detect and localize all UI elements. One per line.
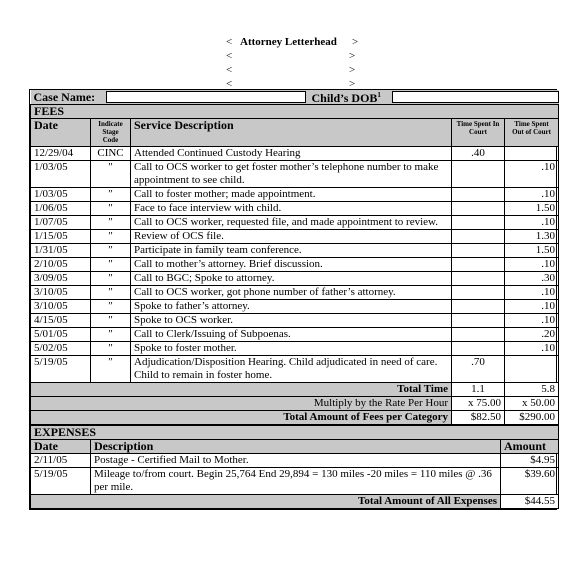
expense-description: Mileage to/from court. Begin 25,764 End 29,894 = 130 miles -20 miles = 110 miles @ .36 per mile.: [91, 468, 501, 495]
fee-stage-code: ″: [91, 300, 131, 314]
fee-time-out-of-court: .10: [505, 342, 559, 356]
fee-time-in-court: [452, 188, 505, 202]
case-name-field[interactable]: [106, 91, 306, 103]
fee-stage-code: ″: [91, 342, 131, 356]
fee-date: 5/19/05: [31, 356, 91, 383]
fee-time-out-of-court: .10: [505, 216, 559, 230]
letterhead-left-bracket: <: [226, 50, 233, 62]
fee-description: Spoke to foster mother.: [131, 342, 452, 356]
fee-row: [31, 356, 559, 383]
fee-row: [31, 188, 559, 202]
rate-label: Multiply by the Rate Per Hour: [31, 397, 452, 411]
letterhead-left-bracket: <: [226, 78, 233, 90]
rate-out: x 50.00: [505, 397, 559, 411]
fee-date: 5/02/05: [31, 342, 91, 356]
fee-time-out-of-court: .10: [505, 314, 559, 328]
total-fees-label: Total Amount of Fees per Category: [31, 411, 452, 425]
fee-time-out-of-court: 1.50: [505, 244, 559, 258]
fee-date: 3/10/05: [31, 300, 91, 314]
rate-court: x 75.00: [452, 397, 505, 411]
fee-time-out-of-court: [505, 147, 559, 161]
fees-table: [30, 90, 559, 425]
fee-row: [31, 272, 559, 286]
fee-time-in-court: [452, 314, 505, 328]
fee-date: 1/06/05: [31, 202, 91, 216]
letterhead-right-bracket: >: [349, 50, 356, 62]
col-out-header: Time Spent Out of Court: [505, 119, 559, 147]
fee-date: 1/03/05: [31, 188, 91, 202]
letterhead: [210, 35, 370, 91]
total-time-label: Total Time: [31, 383, 452, 397]
col-stage-header: Indicate Stage Code: [91, 119, 131, 147]
fee-time-in-court: .40: [452, 147, 505, 161]
fee-row: [31, 244, 559, 258]
fees-section-label: FEES: [31, 105, 559, 119]
fee-description: Call to OCS worker, requested file, and made appointment to review.: [131, 216, 452, 230]
fee-time-out-of-court: 1.50: [505, 202, 559, 216]
fee-description: Spoke to father’s attorney.: [131, 300, 452, 314]
fee-stage-code: ″: [91, 230, 131, 244]
fee-time-in-court: [452, 244, 505, 258]
fee-time-out-of-court: .10: [505, 258, 559, 272]
fee-date: 12/29/04: [31, 147, 91, 161]
fee-description: Attended Continued Custody Hearing: [131, 147, 452, 161]
fee-time-in-court: [452, 202, 505, 216]
fee-time-in-court: [452, 230, 505, 244]
case-name-label: Case Name:: [33, 90, 96, 104]
exp-col-desc-header: Description: [91, 440, 501, 454]
fee-date: 3/10/05: [31, 286, 91, 300]
fee-date: 4/15/05: [31, 314, 91, 328]
fee-stage-code: ″: [91, 328, 131, 342]
col-service-header: Service Description: [131, 119, 452, 147]
fee-time-in-court: [452, 272, 505, 286]
fee-description: Call to mother’s attorney. Brief discussion.: [131, 258, 452, 272]
expenses-section-label: EXPENSES: [31, 426, 559, 440]
expense-description: Postage - Certified Mail to Mother.: [91, 454, 501, 468]
total-fees-court: $82.50: [452, 411, 505, 425]
fee-row: [31, 328, 559, 342]
fee-stage-code: ″: [91, 314, 131, 328]
fee-stage-code: ″: [91, 202, 131, 216]
fee-time-in-court: [452, 328, 505, 342]
letterhead-right-bracket: >: [349, 78, 356, 90]
fee-time-in-court: .70: [452, 356, 505, 383]
expense-row: [31, 468, 559, 495]
fee-time-in-court: [452, 216, 505, 230]
fee-row: [31, 202, 559, 216]
total-time-out: 5.8: [505, 383, 559, 397]
fee-time-in-court: [452, 300, 505, 314]
fee-time-out-of-court: .10: [505, 300, 559, 314]
letterhead-title: Attorney Letterhead: [240, 36, 337, 48]
fee-stage-code: ″: [91, 161, 131, 188]
fee-stage-code: ″: [91, 356, 131, 383]
exp-col-date-header: Date: [31, 440, 91, 454]
fee-description: Spoke to OCS worker.: [131, 314, 452, 328]
col-date-header: Date: [31, 119, 91, 147]
col-court-header: Time Spent In Court: [452, 119, 505, 147]
fee-date: 1/03/05: [31, 161, 91, 188]
letterhead-left-bracket: <: [226, 64, 233, 76]
fee-row: [31, 216, 559, 230]
fee-description: Adjudication/Disposition Hearing. Child adjudicated in need of care. Child to remain in foster home.: [131, 356, 452, 383]
fee-description: Call to Clerk/Issuing of Subpoenas.: [131, 328, 452, 342]
fee-date: 5/01/05: [31, 328, 91, 342]
fee-time-out-of-court: [505, 356, 559, 383]
fee-time-out-of-court: .30: [505, 272, 559, 286]
fee-time-in-court: [452, 286, 505, 300]
fee-date: 1/31/05: [31, 244, 91, 258]
fee-stage-code: CINC: [91, 147, 131, 161]
child-dob-label: Child’s DOB$^1$: [311, 91, 381, 105]
fee-description: Participate in family team conference.: [131, 244, 452, 258]
total-expenses-label: Total Amount of All Expenses: [31, 495, 501, 509]
fee-stage-code: ″: [91, 258, 131, 272]
fee-description: Call to OCS worker, got phone number of father’s attorney.: [131, 286, 452, 300]
fee-date: 3/09/05: [31, 272, 91, 286]
fee-row: [31, 286, 559, 300]
letterhead-right-bracket: >: [349, 64, 356, 76]
fee-row: [31, 147, 559, 161]
expense-row: [31, 454, 559, 468]
fee-date: 2/10/05: [31, 258, 91, 272]
fee-time-in-court: [452, 258, 505, 272]
fee-description: Face to face interview with child.: [131, 202, 452, 216]
fee-time-in-court: [452, 161, 505, 188]
fee-stage-code: ″: [91, 188, 131, 202]
total-expenses-amount: $44.55: [501, 495, 559, 509]
fee-stage-code: ″: [91, 286, 131, 300]
fee-stage-code: ″: [91, 244, 131, 258]
fee-date: 1/07/05: [31, 216, 91, 230]
fee-time-out-of-court: .10: [505, 188, 559, 202]
fee-row: [31, 161, 559, 188]
letterhead-left-bracket: <: [226, 36, 233, 48]
fee-time-out-of-court: .10: [505, 161, 559, 188]
expense-amount: $39.60: [501, 468, 559, 495]
fee-stage-code: ″: [91, 216, 131, 230]
expense-date: 5/19/05: [31, 468, 91, 495]
fee-row: [31, 314, 559, 328]
expense-amount: $4.95: [501, 454, 559, 468]
fee-stage-code: ″: [91, 272, 131, 286]
expense-date: 2/11/05: [31, 454, 91, 468]
fee-sheet: [29, 89, 557, 510]
child-dob-field[interactable]: [392, 91, 559, 103]
fee-description: Review of OCS file.: [131, 230, 452, 244]
fee-time-out-of-court: 1.30: [505, 230, 559, 244]
fee-row: [31, 342, 559, 356]
fee-time-out-of-court: .20: [505, 328, 559, 342]
total-time-court: 1.1: [452, 383, 505, 397]
letterhead-right-bracket: >: [352, 36, 359, 48]
fee-description: Call to foster mother; made appointment.: [131, 188, 452, 202]
fee-row: [31, 230, 559, 244]
fee-time-in-court: [452, 342, 505, 356]
fee-time-out-of-court: .10: [505, 286, 559, 300]
fee-row: [31, 300, 559, 314]
exp-col-amount-header: Amount: [501, 440, 559, 454]
expenses-table: [30, 425, 559, 509]
fee-date: 1/15/05: [31, 230, 91, 244]
fee-description: Call to OCS worker to get foster mother’s telephone number to make appointment to see child.: [131, 161, 452, 188]
total-fees-out: $290.00: [505, 411, 559, 425]
fee-row: [31, 258, 559, 272]
fee-description: Call to BGC; Spoke to attorney.: [131, 272, 452, 286]
